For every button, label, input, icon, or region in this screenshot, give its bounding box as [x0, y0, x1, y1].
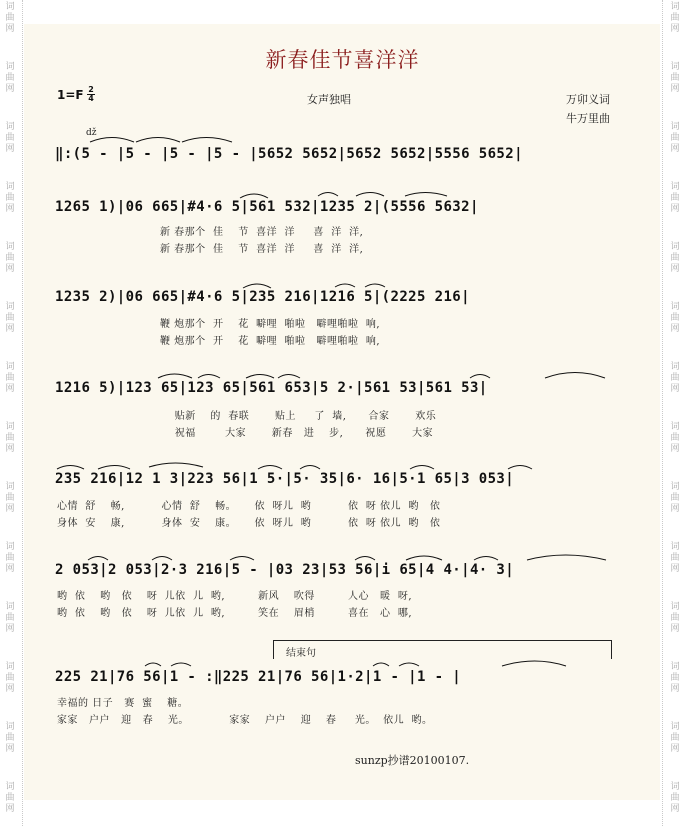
watermark: 词曲网 [5, 242, 15, 274]
watermark: 词曲网 [670, 482, 680, 514]
watermark: 词曲网 [670, 602, 680, 634]
slur [405, 193, 447, 197]
slur [300, 466, 320, 470]
watermark: 词曲网 [670, 182, 680, 214]
watermark: 词曲网 [5, 62, 15, 94]
time-signature-top: 2 [88, 85, 94, 94]
slur [278, 375, 300, 379]
breath-mark: dž [86, 128, 97, 138]
score-line-3: 1235 2)|06 665|#4·6 5|235 216|1216 5|(2225 216| [55, 289, 470, 305]
slur [145, 663, 161, 666]
slur [171, 663, 191, 666]
watermark: 词曲网 [5, 2, 15, 34]
slur [88, 557, 108, 561]
slur [373, 663, 389, 666]
watermark: 词曲网 [670, 782, 680, 814]
watermark: 词曲网 [5, 362, 15, 394]
watermark: 词曲网 [5, 122, 15, 154]
watermark: 词曲网 [5, 662, 15, 694]
song-title: 新春佳节喜洋洋 [265, 48, 420, 72]
lyrics-line-4-verse-1: 贴新 的 春联 贴上 了 墙, 合家 欢乐 [160, 411, 437, 422]
score-line-7: 225 21|76 56|1 - :‖225 21|76 56|1·2|1 - |1 - | [55, 669, 462, 685]
slur [90, 138, 134, 143]
watermark: 词曲网 [5, 182, 15, 214]
watermark: 词曲网 [5, 542, 15, 574]
composer: 牛万里曲 [566, 112, 610, 125]
score-line-6: 2 053|2 053|2·3 216|5 - |03 23|53 56|i 65|4 4·|4· 3| [55, 562, 515, 578]
watermark: 词曲网 [670, 122, 680, 154]
slur [198, 375, 220, 379]
slur [355, 557, 375, 561]
coda-label: 结束句 [286, 648, 316, 659]
slur [318, 193, 338, 197]
lyrics-line-2-verse-1: 新 春那个 佳 节 喜洋 洋 喜 洋 洋, [160, 227, 364, 238]
slur [527, 555, 606, 560]
watermark: 词曲网 [670, 62, 680, 94]
lyrics-line-4-verse-2: 祝福 大家 新春 进 步, 祝愿 大家 [160, 428, 434, 439]
watermark: 词曲网 [670, 2, 680, 34]
lyrics-line-5-verse-2: 身体 安 康, 身体 安 康。 依 呀儿 哟 依 呀 依儿 哟 依 [57, 518, 441, 529]
slur [98, 466, 130, 470]
time-signature-bottom: 4 [88, 94, 94, 103]
slur [158, 374, 192, 378]
watermark: 词曲网 [5, 302, 15, 334]
slur [182, 138, 232, 143]
lyrics-line-5-verse-1: 心情 舒 畅, 心情 舒 畅。 依 呀儿 哟 依 呀 依儿 哟 依 [57, 501, 441, 512]
slur [335, 284, 355, 287]
slur [243, 284, 271, 288]
slur [545, 373, 605, 379]
slur [149, 463, 203, 467]
watermark: 词曲网 [670, 722, 680, 754]
watermark: 词曲网 [5, 482, 15, 514]
watermark: 词曲网 [670, 302, 680, 334]
slur [136, 138, 180, 143]
slur [258, 466, 282, 470]
slur [508, 466, 532, 470]
slur [152, 557, 172, 561]
slur [410, 466, 434, 470]
slur [365, 284, 385, 287]
watermark: 词曲网 [670, 242, 680, 274]
watermark: 词曲网 [670, 662, 680, 694]
watermark: 词曲网 [5, 602, 15, 634]
lyrics-line-2-verse-2: 新 春那个 佳 节 喜洋 洋 喜 洋 洋, [160, 244, 364, 255]
slur [399, 663, 419, 666]
lyrics-line-6-verse-2: 哟 依 哟 依 呀 儿依 儿 哟, 笑在 眉梢 喜在 心 哪, [57, 608, 413, 619]
watermark: 词曲网 [670, 422, 680, 454]
lyrics-line-7-verse-2: 家家 户户 迎 春 光。 家家 户户 迎 春 光。 依儿 哟。 [57, 715, 433, 726]
lyricist: 万卯义词 [566, 93, 610, 106]
lyrics-line-3-verse-2: 鞭 炮那个 开 花 噼哩 啪啦 噼哩啪啦 响, [160, 336, 381, 347]
watermark: 词曲网 [670, 362, 680, 394]
watermark: 词曲网 [5, 722, 15, 754]
slur [57, 466, 84, 470]
slur [470, 375, 490, 379]
watermark: 词曲网 [5, 422, 15, 454]
watermark: 词曲网 [5, 782, 15, 814]
key-signature: 1=F [57, 88, 84, 102]
slur [230, 557, 254, 561]
slur [502, 661, 566, 666]
slur [356, 193, 384, 197]
performance-type: 女声独唱 [307, 93, 351, 106]
watermark: 词曲网 [670, 542, 680, 574]
score-line-4: 1216 5)|123 65|123 65|561 653|5 2·|561 53|561 53| [55, 380, 488, 396]
score-line-1: ‖:(5 - |5 - |5 - |5 - |5652 5652|5652 5652|5556 5652| [55, 146, 523, 162]
transcriber-credit: sunzp抄谱20100107. [355, 754, 470, 767]
slur [240, 194, 268, 198]
lyrics-line-6-verse-1: 哟 依 哟 依 呀 儿依 儿 哟, 新风 吹得 人心 暖 呀, [57, 591, 413, 602]
score-line-5: 235 216|12 1 3|223 56|1 5·|5· 35|6· 16|5·1 65|3 053| [55, 471, 515, 487]
lyrics-line-7-verse-1: 幸福的 日子 赛 蜜 糖。 [57, 698, 189, 709]
score-line-2: 1265 1)|06 665|#4·6 5|561 532|1235 2|(5556 5632| [55, 199, 479, 215]
slur [246, 375, 274, 379]
slur [474, 557, 498, 561]
lyrics-line-3-verse-1: 鞭 炮那个 开 花 噼哩 啪啦 噼哩啪啦 响, [160, 319, 381, 330]
slur [406, 556, 442, 560]
